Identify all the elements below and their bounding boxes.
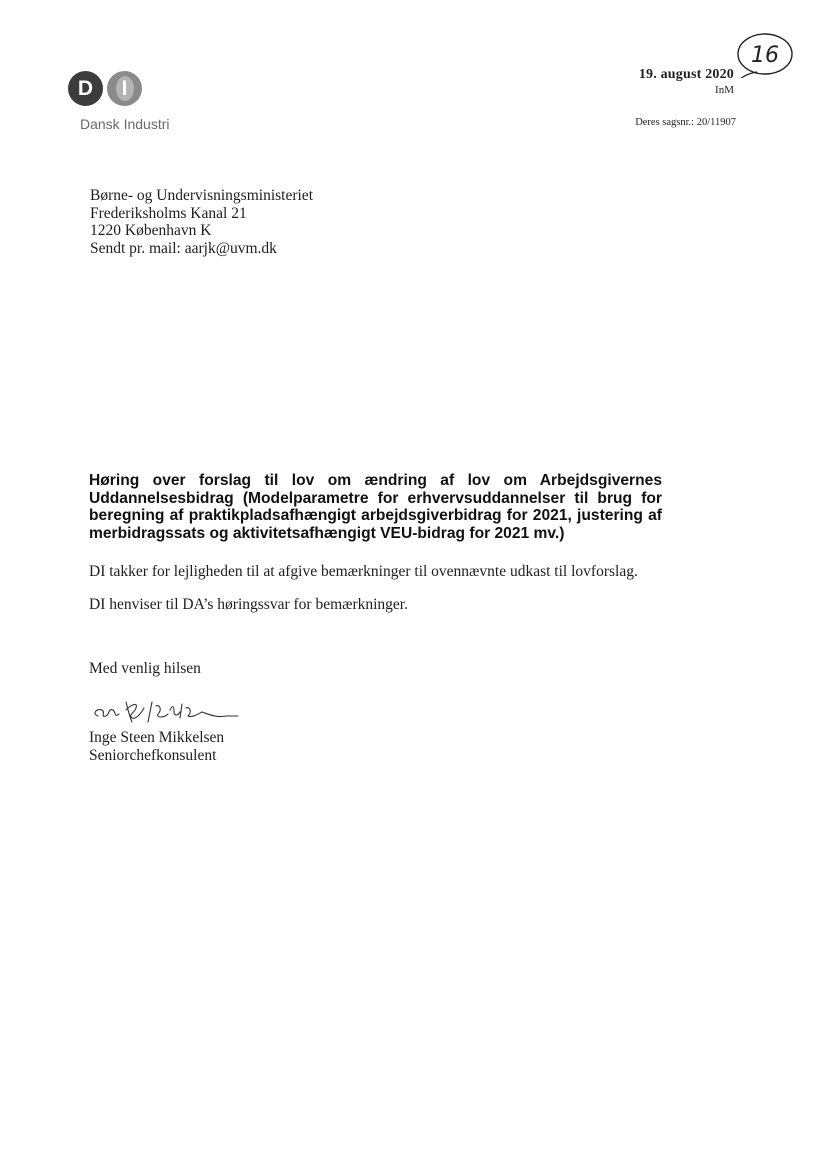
logo-company-name: Dansk Industri <box>80 116 170 132</box>
author-initials: InM <box>715 84 734 96</box>
body-paragraph: DI henviser til DA’s høringssvar for bemærkninger. <box>89 596 408 613</box>
letter-subject: Høring over forslag til lov om ændring af lov om Arbejdsgivernes Uddannelsesbidrag (Modelparametre for erhvervsuddannelser til brug for beregning af praktikpladsafhængigt arbejdsgiverbidrag for 2021, justering af merbidragssats og aktivitetsafhængigt VEU-bidrag for 2021 mv.) <box>89 472 662 543</box>
body-paragraph: DI takker for lejligheden til at afgive bemærkninger til ovennævnte udkast til lovforslag. <box>89 563 638 580</box>
logo-letter-i: I <box>116 76 134 101</box>
address-line: Sendt pr. mail: aarjk@uvm.dk <box>90 239 277 257</box>
address-line: 1220 København K <box>90 222 212 239</box>
company-logo <box>68 71 169 132</box>
signer-block <box>89 729 224 764</box>
stamp-number-text: 16 <box>751 43 779 68</box>
closing-greeting: Med venlig hilsen <box>89 660 201 677</box>
case-number: Deres sagsnr.: 20/11907 <box>635 117 736 128</box>
letter-date: 19. august 2020 <box>638 67 734 82</box>
handwritten-number-stamp <box>735 30 793 78</box>
logo-circle-i <box>107 71 142 106</box>
logo-circles <box>68 71 169 106</box>
recipient-address <box>90 187 313 257</box>
logo-circle-d: D <box>68 71 103 106</box>
address-line: Børne- og Undervisningsministeriet <box>90 187 313 204</box>
handwritten-signature <box>86 688 246 728</box>
signer-title: Seniorchefkonsulent <box>89 746 217 764</box>
signer-name: Inge Steen Mikkelsen <box>89 729 225 746</box>
address-line: Frederiksholms Kanal 21 <box>90 204 247 222</box>
